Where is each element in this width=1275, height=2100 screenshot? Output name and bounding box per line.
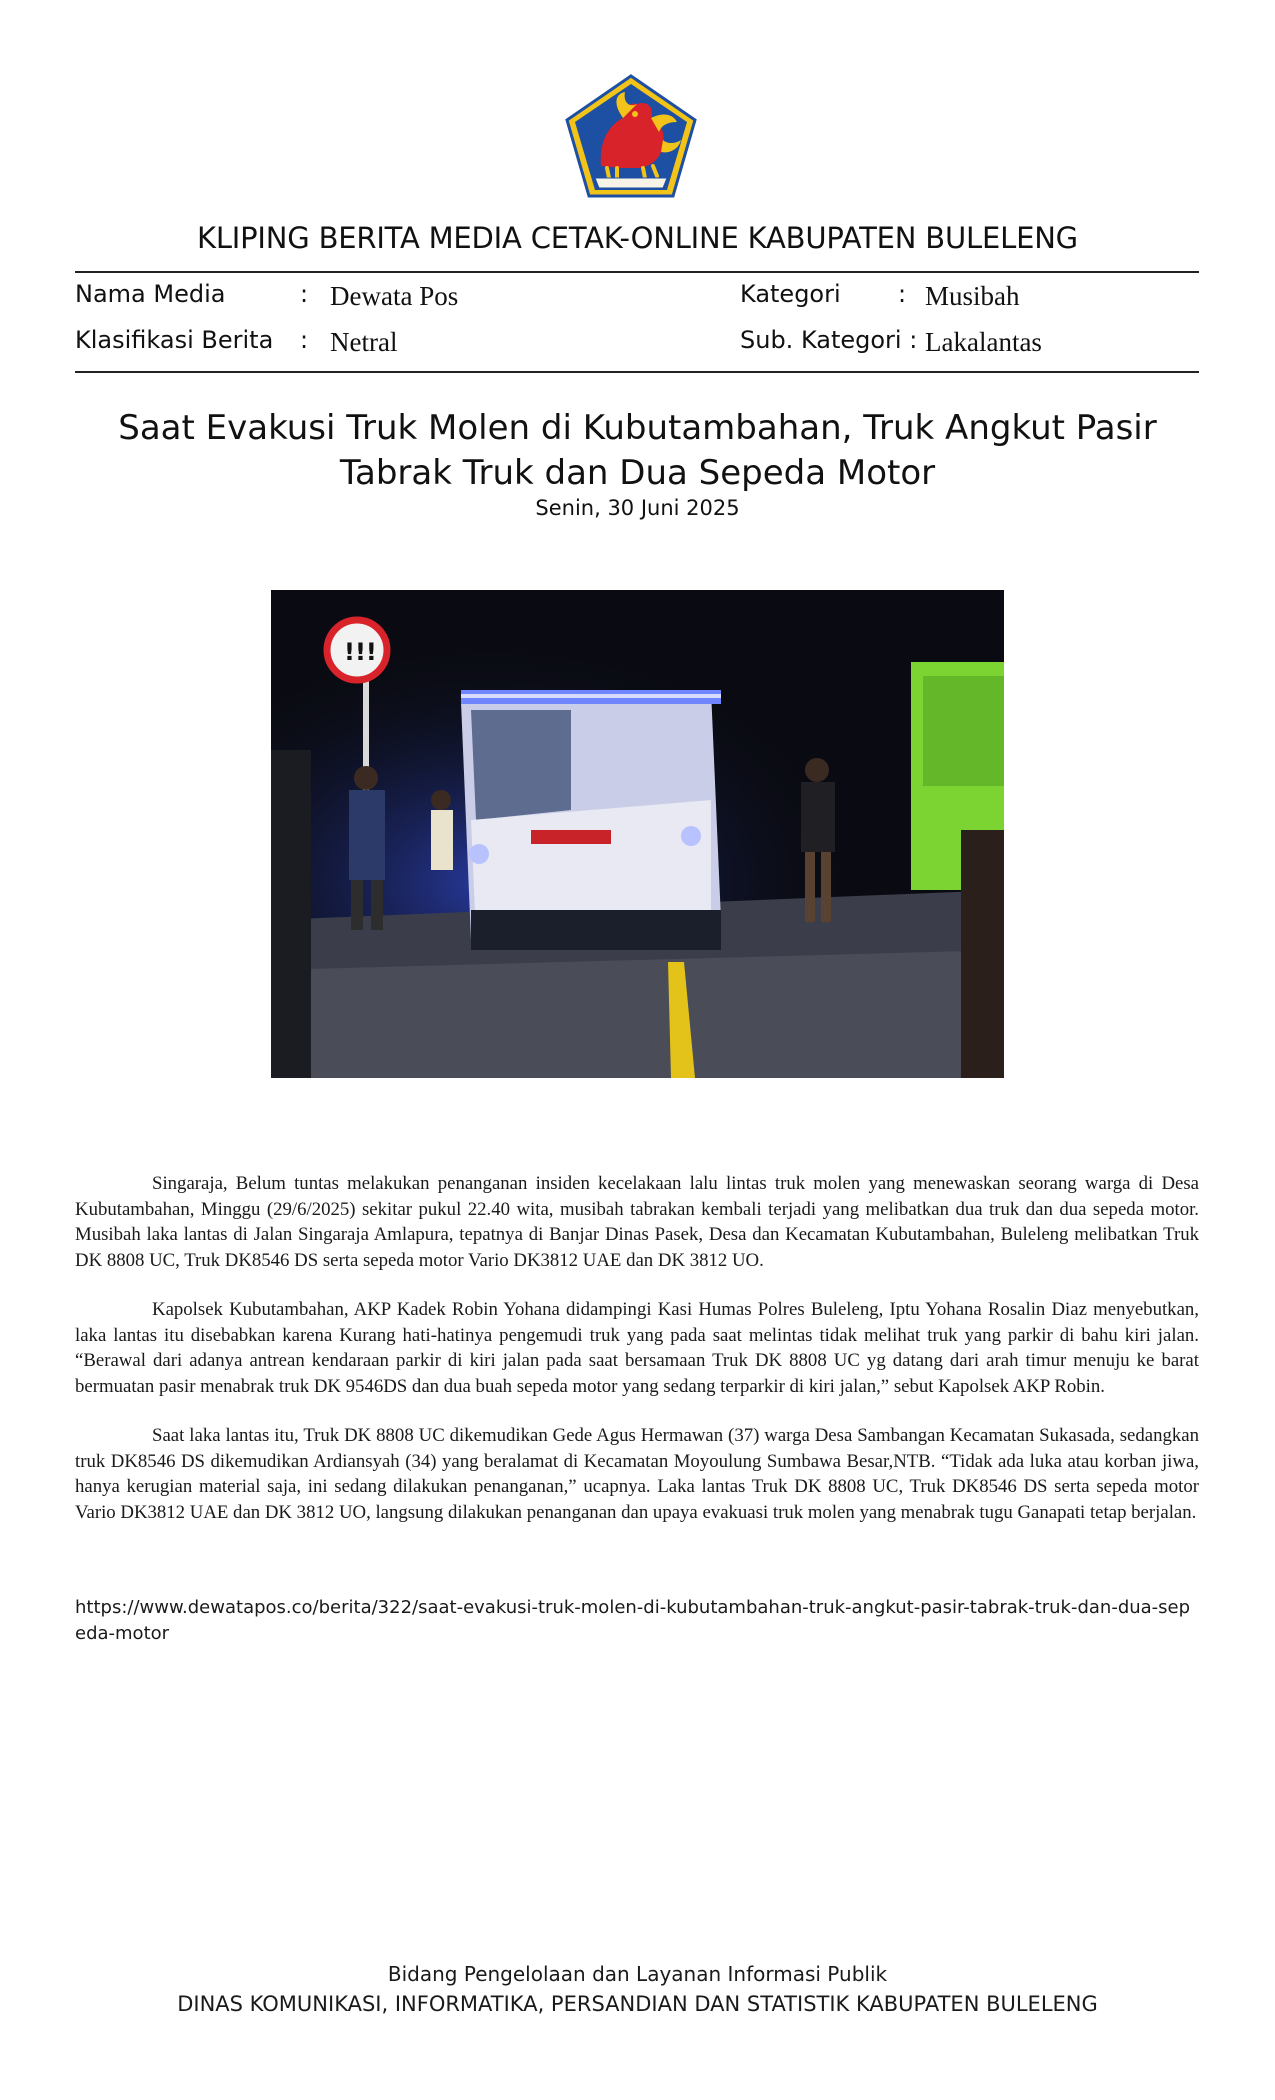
subcategory-value: Lakalantas (925, 327, 1042, 357)
article-headline: Saat Evakusi Truk Molen di Kubutambahan, Truk Angkut Pasir Tabrak Truk dan Dua Sepeda Motor (118, 408, 1157, 493)
svg-text:!!!: !!! (344, 638, 377, 666)
article-body (75, 1171, 1199, 1549)
classification-colon: : (300, 326, 309, 354)
subcategory-label: Sub. Kategori : (740, 326, 918, 354)
header-divider-top (75, 271, 1199, 273)
article-photo (271, 590, 1004, 1078)
footer-agency: DINAS KOMUNIKASI, INFORMATIKA, PERSANDIAN DAN STATISTIK KABUPATEN BULELENG (177, 1992, 1098, 2016)
classification-label: Klasifikasi Berita (75, 326, 274, 354)
media-label: Nama Media (75, 280, 226, 308)
header-divider-bottom (75, 371, 1199, 373)
document-title: KLIPING BERITA MEDIA CETAK-ONLINE KABUPATEN BULELENG (197, 221, 1078, 255)
article-paragraph: Kapolsek Kubutambahan, AKP Kadek Robin Yohana didampingi Kasi Humas Polres Buleleng, Iptu Yohana Rosalin Diaz menyebutkan, laka lantas itu disebabkan karena Kurang hati-hatinya pengemudi truk yang pada saat melintas tidak melihat truk yang parkir di bahu kiri jalan. “Berawal dari adanya antrean kendaraan parkir di kiri jalan pada saat bersamaan Truk DK 8808 UC yg datang dari arah timur menuju ke barat bermuatan pasir menabrak truk DK 9546DS dan dua buah sepeda motor yang sedang terparkir di kiri jalan,” sebut Kapolsek AKP Robin. (75, 1299, 1199, 1397)
classification-value: Netral (330, 327, 398, 357)
source-url-link[interactable]: https://www.dewatapos.co/berita/322/saat-evakusi-truk-molen-di-kubutambahan-truk-angkut-pasir-tabrak-truk-dan-dua-sepeda-motor (75, 1597, 1191, 1644)
media-colon: : (300, 280, 309, 308)
category-value: Musibah (925, 281, 1020, 311)
category-label: Kategori (740, 280, 841, 308)
media-value: Dewata Pos (330, 281, 459, 311)
article-paragraph: Singaraja, Belum tuntas melakukan penanganan insiden kecelakaan lalu lintas truk molen yang menewaskan seorang warga di Desa Kubutambahan, Minggu (29/6/2025) sekitar pukul 22.40 wita, musibah tabrakan kembali terjadi yang melibatkan dua truk dan dua sepeda motor. Musibah laka lantas di Jalan Singaraja Amlapura, tepatnya di Banjar Dinas Pasek, Desa dan Kecamatan Kubutambahan, Buleleng melibatkan Truk DK 8808 UC, Truk DK8546 DS serta sepeda motor Vario DK3812 UAE dan DK 3812 UO. (75, 1173, 1199, 1271)
footer-department: Bidang Pengelolaan dan Layanan Informasi Publik (387, 1962, 888, 1986)
buleleng-crest-logo (563, 74, 699, 200)
category-colon: : (898, 280, 907, 308)
article-date: Senin, 30 Juni 2025 (535, 496, 740, 520)
article-paragraph: Saat laka lantas itu, Truk DK 8808 UC dikemudikan Gede Agus Hermawan (37) warga Desa Sambangan Kecamatan Sukasada, sedangkan truk DK8546 DS dikemudikan Ardiansyah (34) yang beralamat di Kecamatan Moyoulung Sumbawa Besar,NTB. “Tidak ada luka atau korban jiwa, hanya kerugian material saja, ini sedang dilakukan penanganan,” ucapnya. Laka lantas Truk DK 8808 UC, Truk DK8546 DS serta sepeda motor Vario DK3812 UAE dan DK 3812 UO, langsung dilakukan penanganan dan upaya evakuasi truk molen yang menabrak tugu Ganapati tetap berjalan. (75, 1425, 1199, 1523)
